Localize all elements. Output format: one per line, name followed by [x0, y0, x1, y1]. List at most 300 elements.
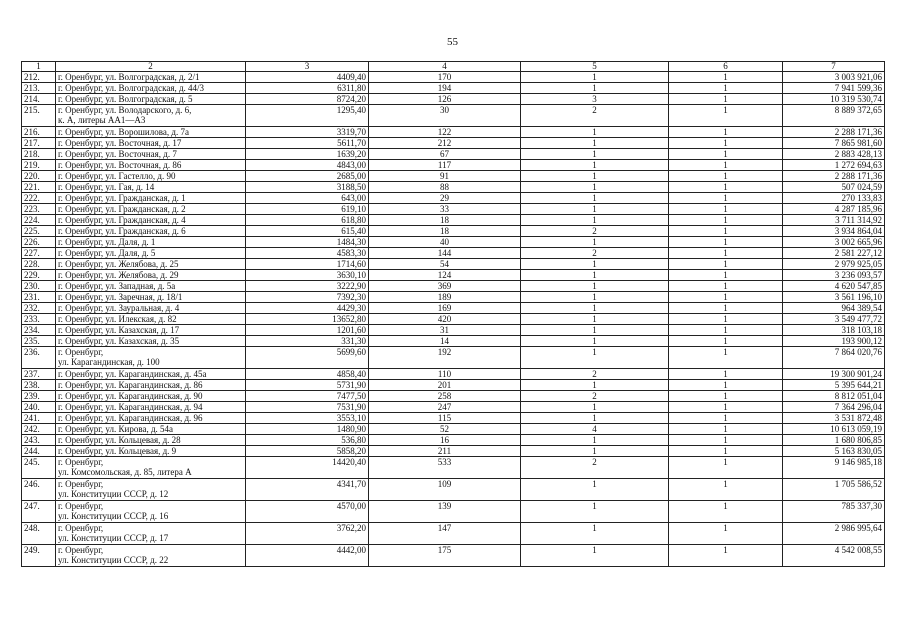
column-6-cell: 1 — [669, 501, 783, 523]
column-6-cell: 1 — [669, 270, 783, 281]
column-5-cell: 1 — [521, 127, 669, 138]
address-line: г. Оренбург, ул. Карагандинская, д. 45а — [58, 369, 207, 379]
row-number-cell: 225. — [22, 226, 56, 237]
count-cell: 247 — [369, 402, 521, 413]
area-cell: 3319,70 — [246, 127, 369, 138]
row-number-cell: 242. — [22, 424, 56, 435]
address-line: г. Оренбург, — [58, 479, 104, 489]
area-cell: 4409,40 — [246, 72, 369, 83]
count-cell: 54 — [369, 259, 521, 270]
column-6-cell: 1 — [669, 226, 783, 237]
amount-cell: 7 364 296,04 — [783, 402, 885, 413]
table-row — [22, 446, 885, 457]
address-line: г. Оренбург, ул. Илекская, д. 82 — [58, 314, 177, 324]
address-cell — [56, 237, 246, 248]
area-cell: 1480,90 — [246, 424, 369, 435]
amount-cell: 3 531 872,48 — [783, 413, 885, 424]
count-cell: 212 — [369, 138, 521, 149]
table-row — [22, 171, 885, 182]
column-6-cell: 1 — [669, 325, 783, 336]
column-5-cell: 1 — [521, 336, 669, 347]
address-line: г. Оренбург, ул. Заречная, д. 18/1 — [58, 292, 183, 302]
address-line: г. Оренбург, — [58, 501, 104, 511]
count-cell: 30 — [369, 105, 521, 127]
column-5-cell: 1 — [521, 270, 669, 281]
address-line: г. Оренбург, ул. Гая, д. 14 — [58, 182, 155, 192]
column-5-cell: 1 — [521, 160, 669, 171]
table-row — [22, 545, 885, 567]
amount-cell: 3 711 314,92 — [783, 215, 885, 226]
count-cell: 18 — [369, 215, 521, 226]
column-5-cell: 1 — [521, 182, 669, 193]
amount-cell: 9 146 985,18 — [783, 457, 885, 479]
count-cell: 88 — [369, 182, 521, 193]
address-line: к. А, литеры АА1—А3 — [58, 115, 146, 125]
row-number-cell: 218. — [22, 149, 56, 160]
column-6-cell: 1 — [669, 72, 783, 83]
amount-cell: 318 103,18 — [783, 325, 885, 336]
area-cell: 13652,80 — [246, 314, 369, 325]
table-row — [22, 94, 885, 105]
table-row — [22, 347, 885, 369]
column-5-cell: 2 — [521, 226, 669, 237]
amount-cell: 3 934 864,04 — [783, 226, 885, 237]
address-cell — [56, 435, 246, 446]
address-cell — [56, 215, 246, 226]
column-5-cell: 1 — [521, 479, 669, 501]
address-line: г. Оренбург, ул. Гражданская, д. 4 — [58, 215, 186, 225]
amount-cell: 8 812 051,04 — [783, 391, 885, 402]
address-cell — [56, 160, 246, 171]
area-cell: 643,00 — [246, 193, 369, 204]
address-cell — [56, 171, 246, 182]
row-number-cell: 227. — [22, 248, 56, 259]
area-cell: 618,80 — [246, 215, 369, 226]
count-cell: 16 — [369, 435, 521, 446]
table-row — [22, 303, 885, 314]
amount-cell: 507 024,59 — [783, 182, 885, 193]
address-cell — [56, 523, 246, 545]
column-6-cell: 1 — [669, 281, 783, 292]
row-number-cell: 215. — [22, 105, 56, 127]
count-cell: 169 — [369, 303, 521, 314]
count-cell: 144 — [369, 248, 521, 259]
count-cell: 201 — [369, 380, 521, 391]
count-cell: 194 — [369, 83, 521, 94]
column-6-cell: 1 — [669, 391, 783, 402]
count-cell: 14 — [369, 336, 521, 347]
address-line: г. Оренбург, ул. Володарского, д. 6, — [58, 105, 192, 115]
area-cell: 1484,30 — [246, 237, 369, 248]
row-number-cell: 219. — [22, 160, 56, 171]
column-5-cell: 1 — [521, 325, 669, 336]
amount-cell: 3 236 093,57 — [783, 270, 885, 281]
amount-cell: 1 705 586,52 — [783, 479, 885, 501]
area-cell: 4843,00 — [246, 160, 369, 171]
table-row — [22, 523, 885, 545]
address-line: г. Оренбург, ул. Казахская, д. 35 — [58, 336, 180, 346]
column-6-cell: 1 — [669, 303, 783, 314]
column-5-cell: 1 — [521, 215, 669, 226]
address-cell — [56, 391, 246, 402]
amount-cell: 964 389,54 — [783, 303, 885, 314]
column-5-cell: 1 — [521, 380, 669, 391]
table-row — [22, 501, 885, 523]
column-5-cell: 1 — [521, 259, 669, 270]
row-number-cell: 217. — [22, 138, 56, 149]
address-line: г. Оренбург, ул. Волгоградская, д. 44/3 — [58, 83, 205, 93]
column-5-cell: 1 — [521, 446, 669, 457]
row-number-cell: 212. — [22, 72, 56, 83]
amount-cell: 5 395 644,21 — [783, 380, 885, 391]
row-number-cell: 235. — [22, 336, 56, 347]
count-cell: 18 — [369, 226, 521, 237]
address-line: г. Оренбург, — [58, 545, 104, 555]
amount-cell: 270 133,83 — [783, 193, 885, 204]
page-number: 55 — [447, 36, 458, 48]
table-row — [22, 193, 885, 204]
address-line: г. Оренбург, ул. Кирова, д. 54а — [58, 424, 174, 434]
table-row — [22, 380, 885, 391]
count-cell: 117 — [369, 160, 521, 171]
row-number-cell: 213. — [22, 83, 56, 94]
amount-cell: 4 542 008,55 — [783, 545, 885, 567]
address-line: ул. Конституции СССР, д. 22 — [58, 555, 169, 565]
table-row — [22, 281, 885, 292]
amount-cell: 193 900,12 — [783, 336, 885, 347]
row-number-cell: 223. — [22, 204, 56, 215]
column-5-cell: 1 — [521, 171, 669, 182]
table-row — [22, 259, 885, 270]
row-number-cell: 222. — [22, 193, 56, 204]
address-line: г. Оренбург, ул. Восточная, д. 86 — [58, 160, 182, 170]
table-row — [22, 314, 885, 325]
amount-cell: 7 941 599,36 — [783, 83, 885, 94]
amount-cell: 7 864 020,76 — [783, 347, 885, 369]
area-cell: 4341,70 — [246, 479, 369, 501]
table-row — [22, 138, 885, 149]
column-header: 4 — [369, 62, 521, 72]
count-cell: 189 — [369, 292, 521, 303]
count-cell: 147 — [369, 523, 521, 545]
address-line: г. Оренбург, — [58, 457, 104, 467]
count-cell: 170 — [369, 72, 521, 83]
table-row — [22, 248, 885, 259]
address-line: г. Оренбург, ул. Карагандинская, д. 94 — [58, 402, 203, 412]
area-cell: 3762,20 — [246, 523, 369, 545]
column-5-cell: 1 — [521, 347, 669, 369]
address-cell — [56, 446, 246, 457]
table-row — [22, 336, 885, 347]
row-number-cell: 238. — [22, 380, 56, 391]
area-cell: 8724,20 — [246, 94, 369, 105]
row-number-cell: 248. — [22, 523, 56, 545]
address-cell — [56, 193, 246, 204]
address-cell — [56, 380, 246, 391]
column-6-cell: 1 — [669, 182, 783, 193]
table-row — [22, 149, 885, 160]
count-cell: 258 — [369, 391, 521, 402]
address-cell — [56, 105, 246, 127]
column-6-cell: 1 — [669, 204, 783, 215]
column-6-cell: 1 — [669, 149, 783, 160]
address-line: г. Оренбург, ул. Зауральная, д. 4 — [58, 303, 180, 313]
count-cell: 40 — [369, 237, 521, 248]
column-6-cell: 1 — [669, 435, 783, 446]
column-6-cell: 1 — [669, 83, 783, 94]
address-cell — [56, 270, 246, 281]
count-cell: 31 — [369, 325, 521, 336]
address-line: г. Оренбург, ул. Ворошилова, д. 7а — [58, 127, 189, 137]
area-cell: 2685,00 — [246, 171, 369, 182]
address-line: г. Оренбург, — [58, 523, 104, 533]
column-6-cell: 1 — [669, 292, 783, 303]
count-cell: 91 — [369, 171, 521, 182]
row-number-cell: 244. — [22, 446, 56, 457]
column-6-cell: 1 — [669, 171, 783, 182]
address-line: г. Оренбург, ул. Желябова, д. 25 — [58, 259, 179, 269]
column-5-cell: 1 — [521, 83, 669, 94]
table-row — [22, 127, 885, 138]
amount-cell: 19 300 901,24 — [783, 369, 885, 380]
count-cell: 211 — [369, 446, 521, 457]
address-cell — [56, 259, 246, 270]
amount-cell: 10 319 530,74 — [783, 94, 885, 105]
column-6-cell: 1 — [669, 215, 783, 226]
row-number-cell: 234. — [22, 325, 56, 336]
column-6-cell: 1 — [669, 160, 783, 171]
count-cell: 139 — [369, 501, 521, 523]
table-row — [22, 413, 885, 424]
row-number-cell: 239. — [22, 391, 56, 402]
address-line: г. Оренбург, ул. Восточная, д. 17 — [58, 138, 182, 148]
column-5-cell: 1 — [521, 413, 669, 424]
row-number-cell: 233. — [22, 314, 56, 325]
column-6-cell: 1 — [669, 94, 783, 105]
address-cell — [56, 402, 246, 413]
address-cell — [56, 347, 246, 369]
area-cell: 5611,70 — [246, 138, 369, 149]
column-6-cell: 1 — [669, 193, 783, 204]
column-5-cell: 1 — [521, 402, 669, 413]
table-row — [22, 237, 885, 248]
column-5-cell: 3 — [521, 94, 669, 105]
count-cell: 192 — [369, 347, 521, 369]
count-cell: 175 — [369, 545, 521, 567]
column-5-cell: 1 — [521, 303, 669, 314]
area-cell: 619,10 — [246, 204, 369, 215]
column-5-cell: 1 — [521, 281, 669, 292]
amount-cell: 3 003 921,06 — [783, 72, 885, 83]
column-5-cell: 1 — [521, 204, 669, 215]
column-5-cell: 1 — [521, 435, 669, 446]
address-line: ул. Комсомольская, д. 85, литера А — [58, 467, 192, 477]
row-number-cell: 221. — [22, 182, 56, 193]
amount-cell: 3 561 196,10 — [783, 292, 885, 303]
area-cell: 7531,90 — [246, 402, 369, 413]
row-number-cell: 232. — [22, 303, 56, 314]
table-row — [22, 325, 885, 336]
table-row — [22, 204, 885, 215]
amount-cell: 3 002 665,96 — [783, 237, 885, 248]
row-number-cell: 246. — [22, 479, 56, 501]
column-5-cell: 1 — [521, 237, 669, 248]
address-line: г. Оренбург, ул. Карагандинская, д. 86 — [58, 380, 203, 390]
count-cell: 52 — [369, 424, 521, 435]
row-number-cell: 243. — [22, 435, 56, 446]
address-line: ул. Карагандинская, д. 100 — [58, 357, 160, 367]
address-line: г. Оренбург, — [58, 347, 104, 357]
row-number-cell: 216. — [22, 127, 56, 138]
table-row — [22, 72, 885, 83]
area-cell: 4570,00 — [246, 501, 369, 523]
amount-cell: 2 288 171,36 — [783, 171, 885, 182]
column-5-cell: 1 — [521, 545, 669, 567]
area-cell: 3553,10 — [246, 413, 369, 424]
amount-cell: 3 549 477,72 — [783, 314, 885, 325]
column-6-cell: 1 — [669, 105, 783, 127]
column-5-cell: 2 — [521, 248, 669, 259]
column-6-cell: 1 — [669, 545, 783, 567]
table-row — [22, 457, 885, 479]
address-cell — [56, 457, 246, 479]
area-cell: 1714,60 — [246, 259, 369, 270]
amount-cell: 4 287 185,96 — [783, 204, 885, 215]
column-5-cell: 1 — [521, 292, 669, 303]
row-number-cell: 247. — [22, 501, 56, 523]
address-line: г. Оренбург, ул. Восточная, д. 7 — [58, 149, 177, 159]
column-6-cell: 1 — [669, 314, 783, 325]
address-line: г. Оренбург, ул. Гражданская, д. 1 — [58, 193, 186, 203]
column-6-cell: 1 — [669, 347, 783, 369]
column-header: 2 — [56, 62, 246, 72]
row-number-cell: 237. — [22, 369, 56, 380]
column-6-cell: 1 — [669, 138, 783, 149]
column-header: 1 — [22, 62, 56, 72]
area-cell: 615,40 — [246, 226, 369, 237]
address-line: г. Оренбург, ул. Волгоградская, д. 2/1 — [58, 72, 200, 82]
amount-cell: 1 680 806,85 — [783, 435, 885, 446]
column-6-cell: 1 — [669, 259, 783, 270]
address-cell — [56, 281, 246, 292]
column-5-cell: 1 — [521, 72, 669, 83]
address-cell — [56, 248, 246, 259]
address-line: г. Оренбург, ул. Карагандинская, д. 96 — [58, 413, 203, 423]
address-cell — [56, 94, 246, 105]
area-cell: 7477,50 — [246, 391, 369, 402]
row-number-cell: 224. — [22, 215, 56, 226]
address-cell — [56, 413, 246, 424]
column-6-cell: 1 — [669, 369, 783, 380]
amount-cell: 7 865 981,60 — [783, 138, 885, 149]
column-6-cell: 1 — [669, 424, 783, 435]
table-row — [22, 215, 885, 226]
column-5-cell: 2 — [521, 391, 669, 402]
amount-cell: 785 337,30 — [783, 501, 885, 523]
count-cell: 122 — [369, 127, 521, 138]
address-cell — [56, 226, 246, 237]
address-cell — [56, 182, 246, 193]
table-row — [22, 435, 885, 446]
address-cell — [56, 303, 246, 314]
area-cell: 6311,80 — [246, 83, 369, 94]
address-cell — [56, 314, 246, 325]
column-5-cell: 1 — [521, 501, 669, 523]
column-6-cell: 1 — [669, 457, 783, 479]
address-line: г. Оренбург, ул. Казахская, д. 17 — [58, 325, 180, 335]
table-row — [22, 226, 885, 237]
column-header: 7 — [783, 62, 885, 72]
area-cell: 1295,40 — [246, 105, 369, 127]
area-cell: 331,30 — [246, 336, 369, 347]
count-cell: 126 — [369, 94, 521, 105]
column-number-row — [22, 62, 885, 72]
row-number-cell: 231. — [22, 292, 56, 303]
amount-cell: 2 883 428,13 — [783, 149, 885, 160]
area-cell: 14420,40 — [246, 457, 369, 479]
column-6-cell: 1 — [669, 446, 783, 457]
amount-cell: 2 986 995,64 — [783, 523, 885, 545]
address-line: г. Оренбург, ул. Желябова, д. 29 — [58, 270, 179, 280]
address-cell — [56, 325, 246, 336]
column-6-cell: 1 — [669, 413, 783, 424]
address-cell — [56, 369, 246, 380]
amount-cell: 10 613 059,19 — [783, 424, 885, 435]
area-cell: 4858,40 — [246, 369, 369, 380]
registry-table — [21, 61, 885, 567]
area-cell: 3188,50 — [246, 182, 369, 193]
amount-cell: 2 288 171,36 — [783, 127, 885, 138]
column-6-cell: 1 — [669, 479, 783, 501]
row-number-cell: 241. — [22, 413, 56, 424]
count-cell: 124 — [369, 270, 521, 281]
row-number-cell: 214. — [22, 94, 56, 105]
address-cell — [56, 83, 246, 94]
column-5-cell: 2 — [521, 369, 669, 380]
table-row — [22, 270, 885, 281]
count-cell: 115 — [369, 413, 521, 424]
address-line: г. Оренбург, ул. Кольцевая, д. 28 — [58, 435, 181, 445]
column-5-cell: 1 — [521, 314, 669, 325]
amount-cell: 4 620 547,85 — [783, 281, 885, 292]
row-number-cell: 229. — [22, 270, 56, 281]
column-6-cell: 1 — [669, 336, 783, 347]
column-header: 3 — [246, 62, 369, 72]
column-5-cell: 4 — [521, 424, 669, 435]
area-cell: 1639,20 — [246, 149, 369, 160]
column-6-cell: 1 — [669, 127, 783, 138]
address-cell — [56, 138, 246, 149]
table-row — [22, 424, 885, 435]
row-number-cell: 249. — [22, 545, 56, 567]
area-cell: 3630,10 — [246, 270, 369, 281]
amount-cell: 5 163 830,05 — [783, 446, 885, 457]
table-row — [22, 391, 885, 402]
address-line: г. Оренбург, ул. Гражданская, д. 2 — [58, 204, 186, 214]
count-cell: 33 — [369, 204, 521, 215]
amount-cell: 2 979 925,05 — [783, 259, 885, 270]
address-line: г. Оренбург, ул. Даля, д. 5 — [58, 248, 156, 258]
count-cell: 420 — [369, 314, 521, 325]
area-cell: 5699,60 — [246, 347, 369, 369]
count-cell: 109 — [369, 479, 521, 501]
table-row — [22, 182, 885, 193]
area-cell: 3222,90 — [246, 281, 369, 292]
column-5-cell: 2 — [521, 457, 669, 479]
address-cell — [56, 127, 246, 138]
count-cell: 369 — [369, 281, 521, 292]
address-cell — [56, 424, 246, 435]
